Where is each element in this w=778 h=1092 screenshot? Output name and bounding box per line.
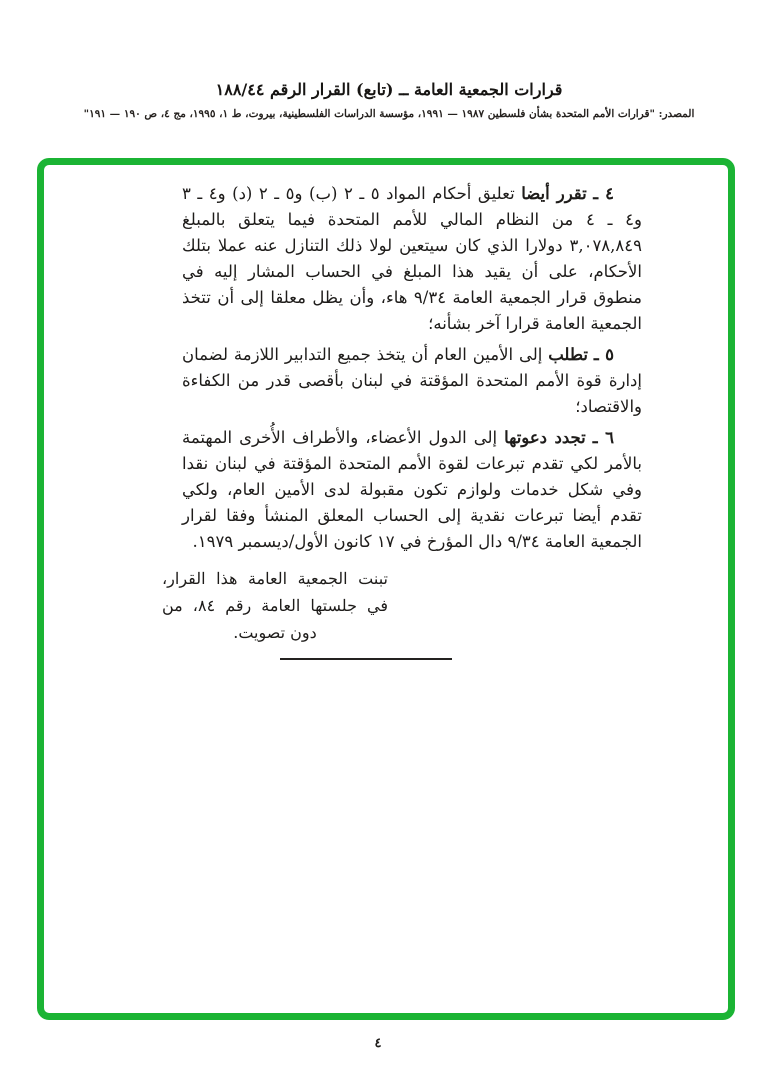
paragraph-4-body: تعليق أحكام المواد ٥ ـ ٢ (ب) و٥ ـ ٢ (د) و٤ ـ ٣ و٤ ـ ٤ من النظام المالي للأمم المتحدة فيما يتعلق بالمبلغ ٣,٠٧٨,٨٤٩ دولارا الذي كان سيتعين لولا ذلك التنازل عنه عملا بتلك الأحكام، على أن يقيد هذا المبلغ في الحساب المشار إليه في منطوق قرار الجمعية العامة ٩/٣٤ هاء، وأن يظل معلقا إلى أن تتخذ الجمعية العامة قرارا آخر بشأنه؛ xyxy=(182,184,643,333)
resolution-frame xyxy=(37,158,735,1020)
adoption-note: تبنت الجمعية العامة هذا القرار، في جلستها العامة رقم ٨٤، من دون تصويت. xyxy=(162,569,389,642)
paragraph-4-marker: ٤ ـ xyxy=(593,184,614,203)
paragraph-6-body: إلى الدول الأعضاء، والأطراف الأُخرى المهتمة بالأمر لكي تقدم تبرعات لقوة الأمم المتحدة المؤقتة في لبنان نقدا وفي شكل خدمات ولوازم تكون مقبولة لدى الأمين العام، ولكي تقدم أيضا تبرعات نقدية إلى الحساب المعلق المنشأ وفقا لقرار الجمعية العامة ٩/٣٤ دال المؤرخ في ١٧ كانون الأول/ديسمبر ١٩٧٩. xyxy=(182,428,642,551)
paragraph-5 xyxy=(182,342,642,420)
page-title: قرارات الجمعية العامة ــ (تابع) القرار الرقم ١٨٨/٤٤ xyxy=(215,80,563,99)
separator-rule xyxy=(280,658,452,660)
paragraph-5-marker: ٥ ـ xyxy=(593,345,614,364)
resolution-text-column xyxy=(162,181,643,660)
paragraph-5-lead: تطلب xyxy=(548,345,589,364)
paragraph-6-marker: ٦ ـ xyxy=(592,428,614,447)
source-line: المصدر: "قرارات الأمم المتحدة بشأن فلسطين ١٩٨٧ — ١٩٩١، مؤسسة الدراسات الفلسطينية، بيروت، ط ١، ١٩٩٥، مج ٤، ص ١٩٠ — ١٩١" xyxy=(83,108,695,120)
paragraph-4 xyxy=(182,181,642,337)
paragraph-6-lead: تجدد دعوتها xyxy=(504,428,586,447)
page-number: ٤ xyxy=(374,1036,382,1051)
paragraph-5-body: إلى الأمين العام أن يتخذ جميع التدابير اللازمة لضمان إدارة قوة الأمم المتحدة المؤقتة في لبنان بأقصى قدر من الكفاءة والاقتصاد؛ xyxy=(182,345,642,416)
paragraph-4-lead: تقرر أيضا xyxy=(521,184,587,203)
page-header xyxy=(40,80,738,120)
paragraph-6 xyxy=(182,425,642,555)
